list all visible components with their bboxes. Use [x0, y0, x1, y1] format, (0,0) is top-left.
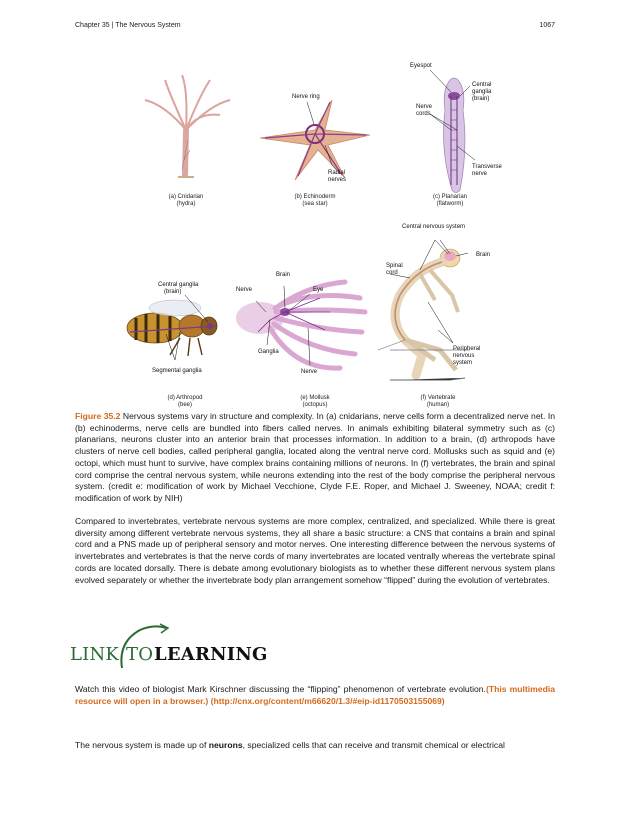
- caption-f-line1: (f) Vertebrate: [420, 395, 456, 401]
- human-skier-drawing: [378, 240, 473, 380]
- label-central-ganglia-bee-2: (brain): [164, 289, 182, 295]
- label-central-ganglia-3: (brain): [472, 96, 490, 102]
- sea-star-drawing: [260, 100, 370, 180]
- label-segmental-ganglia: Segmental ganglia: [152, 368, 202, 374]
- caption-d-line2: (bee): [177, 402, 193, 408]
- label-transverse-nerve-1: Transverse: [472, 164, 502, 170]
- caption-e-line1: (e) Mollusk: [300, 395, 330, 401]
- multimedia-link[interactable]: (This multimedia resource will open in a browser.) (http://cnx.org/content/m66620/1.3/#eip-id1170503155069): [75, 684, 556, 706]
- term-neurons: neurons: [208, 740, 243, 750]
- caption-c-line2: (flatworm): [436, 201, 464, 207]
- para3-post: , specialized cells that can receive and transmit chemical or electrical: [242, 740, 505, 750]
- caption-d-line1: (d) Arthropod: [167, 395, 203, 401]
- video-description: Watch this video of biologist Mark Kirschner discussing the “flipping” phenomenon of vertebrate evolution.: [75, 684, 486, 694]
- caption-a-line1: (a) Cnidarian: [168, 194, 204, 200]
- figure-caption: [75, 411, 555, 505]
- caption-c-line1: (c) Planarian: [432, 194, 468, 200]
- caption-a-line2: (hydra): [176, 201, 196, 207]
- figure-caption-text: Nervous systems vary in structure and complexity. In (a) cnidarians, nerve cells form a decentralized nerve net. In (b) echinoderms, nerve cells are bundled into fibers called nerves. In animals exhibiting bilateral symmetry such as (c) planarians, neurons cluster into an anterior brain that processes information. In addition to a brain, (d) arthropods have clusters of nerve cell bodies, called peripheral ganglia, located along the ventral nerve cord. Mollusks such as squid and (e) octopi, which must hunt to survive, have complex brains containing millions of neurons. In (f) vertebrates, the brain and spinal cord comprise the central nervous system, while neurons extending into the rest of the body comprise the peripheral nervous system. (credit e: modification of work by Michael Vecchione, Clyde F.E. Roper, and Michael J. Sweeney, NOAA; credit f: modification of work by NIH): [75, 411, 556, 503]
- label-brain-human: Brain: [476, 252, 491, 258]
- running-header-chapter: Chapter 35 | The Nervous System: [75, 22, 181, 29]
- label-radial-nerves-1: Radial: [328, 170, 346, 176]
- caption-b-line2: (sea star): [302, 201, 328, 207]
- label-nerve-octopus: Nerve: [236, 287, 253, 293]
- nervous-systems-illustration: [70, 50, 560, 412]
- caption-b-line1: (b) Echinoderm: [294, 194, 336, 200]
- body-paragraph-1: Compared to invertebrates, vertebrate nervous systems are more complex, centralized, and specialized. While there is great diversity among different vertebrate nervous systems, they all share a basic structure: a CNS that contains a brain and spinal cord and a PNS made up of peripheral sensory and motor nerves. One interesting difference between the nervous systems of invertebrates and vertebrates is that the nerve cords of many invertebrates are located ventrally whereas the vertebrate spinal cords are located dorsally. There is debate among evolutionary biologists as to whether these different nervous system plans evolved separately or whether the invertebrate body plan arrangement somehow “flipped” during the evolution of vertebrates.: [75, 516, 555, 585]
- label-ganglia: Ganglia: [258, 349, 279, 355]
- ltl-link-word: LINK: [70, 644, 120, 665]
- label-spinal-cord-2: cord: [386, 270, 398, 276]
- label-nerve-bottom: Nerve: [301, 369, 318, 375]
- para3-pre: The nervous system is made up of: [75, 740, 209, 750]
- hydra-drawing: [145, 75, 230, 177]
- label-radial-nerves-2: nerves: [328, 177, 347, 183]
- label-nerve-ring: Nerve ring: [292, 94, 320, 100]
- label-eyespot: Eyespot: [410, 63, 432, 69]
- label-central-nervous-system: Central nervous system: [402, 224, 466, 230]
- caption-f-line2: (human): [426, 402, 450, 408]
- bee-drawing: [127, 295, 217, 360]
- body-paragraph-2: [75, 684, 555, 707]
- octopus-drawing: [236, 282, 365, 368]
- label-nerve-cords-2: cords: [416, 111, 431, 117]
- label-peripheral-2: nervous: [453, 353, 475, 359]
- label-central-ganglia-bee-1: Central ganglia: [158, 282, 199, 288]
- label-eye: Eye: [313, 287, 324, 293]
- ltl-learning-word: LEARNING: [154, 644, 268, 665]
- link-to-learning-logo: [70, 622, 270, 672]
- figure-label: Figure 35.2: [75, 411, 121, 421]
- label-nerve-cords-1: Nerve: [416, 104, 433, 110]
- label-spinal-cord-1: Spinal: [386, 263, 403, 269]
- ltl-to-word: TO: [126, 644, 154, 665]
- page-number: 1067: [539, 22, 555, 29]
- figure-35-2: [70, 50, 560, 412]
- caption-e-line2: (octopus): [302, 402, 328, 408]
- label-central-ganglia-1: Central: [472, 82, 492, 88]
- label-transverse-nerve-2: nerve: [472, 171, 488, 177]
- label-peripheral-1: Peripheral: [453, 346, 481, 352]
- label-central-ganglia-2: ganglia: [472, 89, 492, 95]
- planarian-drawing: [430, 70, 475, 193]
- label-brain-octopus: Brain: [276, 272, 291, 278]
- body-paragraph-3: [75, 740, 555, 752]
- label-peripheral-3: system: [453, 360, 473, 366]
